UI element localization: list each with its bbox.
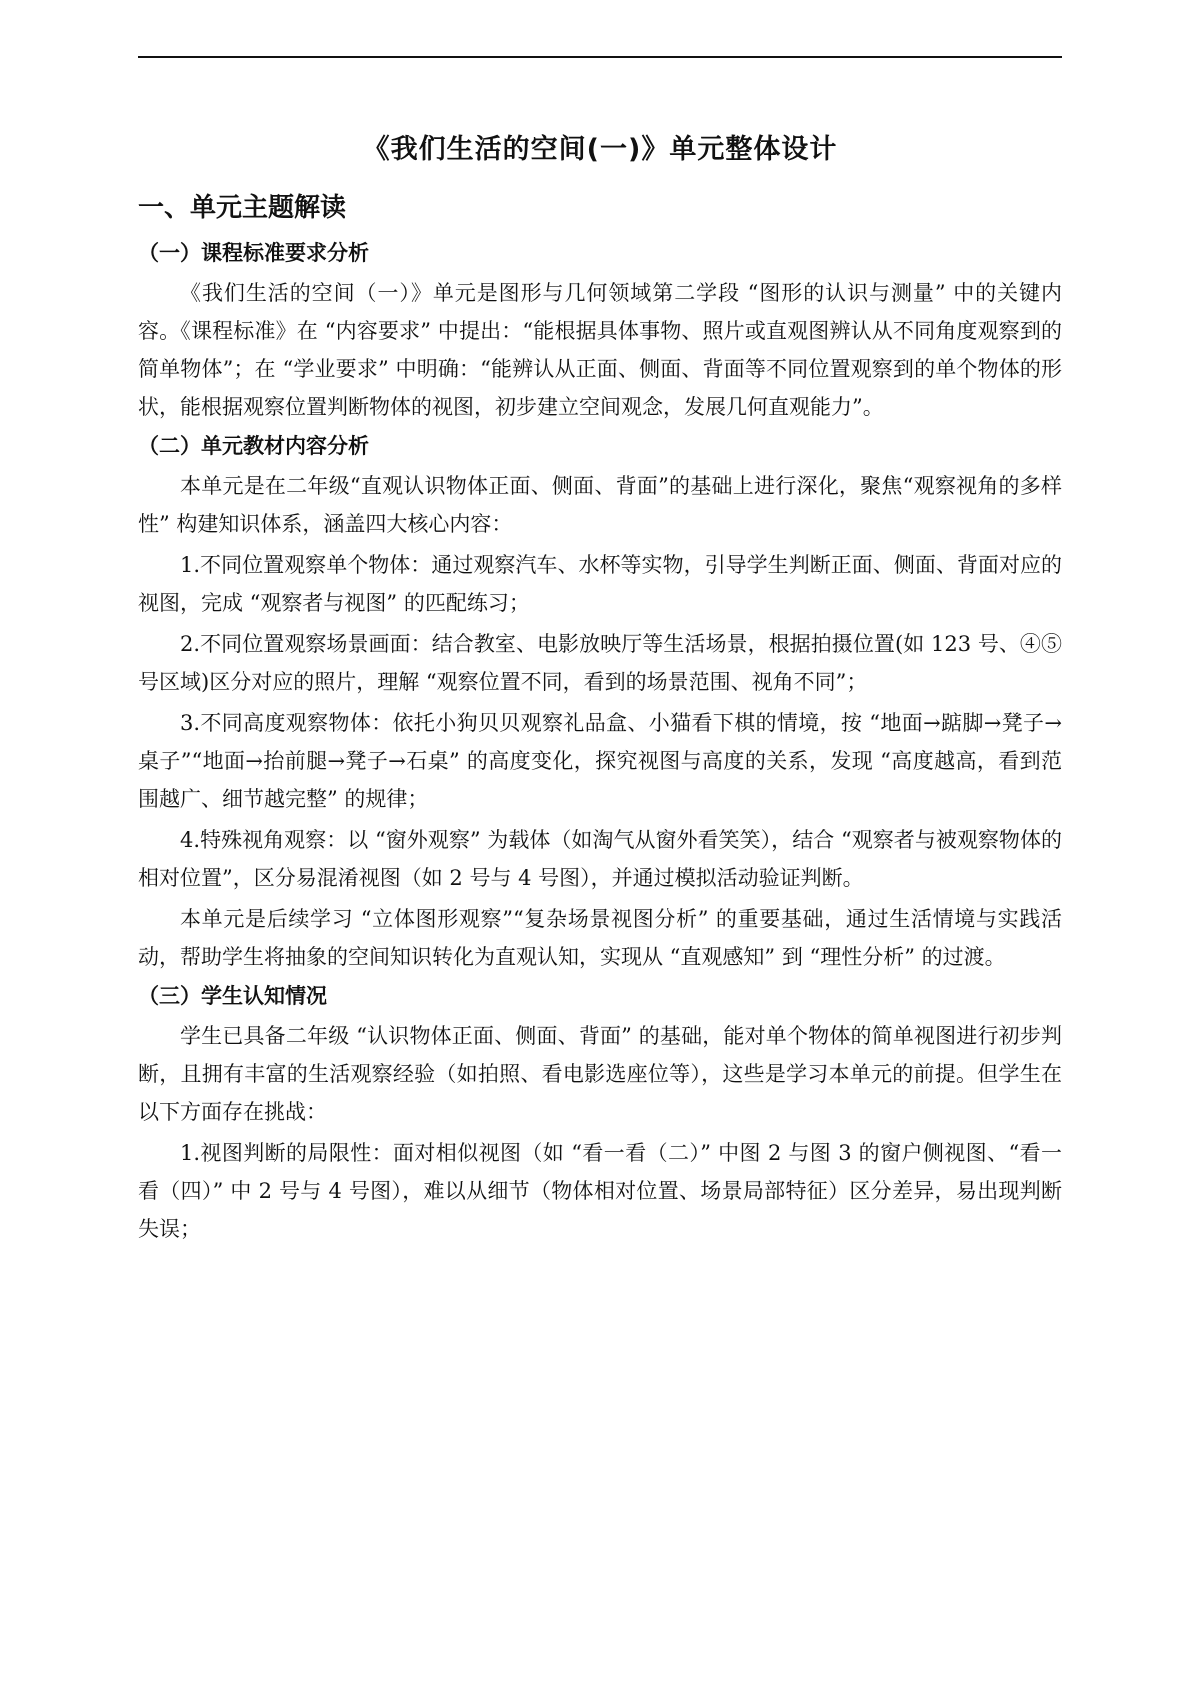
list-paragraph: 1.视图判断的局限性：面对相似视图（如 “看一看（二）” 中图 2 与图 3 的窗户侧视图、“看一看（四）” 中 2 号与 4 号图），难以从细节（物体相对位置、场景局部特征）区分差异，易出现判断失误； [138,1141,1062,1241]
paragraph: 本单元是后续学习 “立体图形观察”“复杂场景视图分析” 的重要基础，通过生活情境与实践活动，帮助学生将抽象的空间知识转化为直观认知，实现从 “直观感知” 到 “理性分析” 的过渡。 [138,907,1062,969]
paragraph: 学生已具备二年级 “认识物体正面、侧面、背面” 的基础，能对单个物体的简单视图进行初步判断，且拥有丰富的生活观察经验（如拍照、看电影选座位等），这些是学习本单元的前提。但学生在以下方面存在挑战： [138,1024,1062,1124]
list-paragraph: 3.不同高度观察物体：依托小狗贝贝观察礼品盒、小猫看下棋的情境，按 “地面→踮脚→凳子→桌子”“地面→抬前腿→凳子→石桌” 的高度变化，探究视图与高度的关系，发现 “高度越高，看到范围越广、细节越完整” 的规律； [138,711,1062,811]
document-title: 《我们生活的空间(一)》单元整体设计 [362,134,838,165]
list-paragraph: 4.特殊视角观察：以 “窗外观察” 为载体（如淘气从窗外看笑笑），结合 “观察者与被观察物体的相对位置”，区分易混淆视图（如 2 号与 4 号图），并通过模拟活动验证判断。 [138,828,1062,890]
list-paragraph: 2.不同位置观察场景画面：结合教室、电影放映厅等生活场景，根据拍摄位置(如 123 号、④⑤号区域)区分对应的照片，理解 “观察位置不同，看到的场景范围、视角不同”； [138,632,1062,694]
subsection-heading-content-analysis: （二）单元教材内容分析 [138,434,369,458]
list-paragraph: 1.不同位置观察单个物体：通过观察汽车、水杯等实物，引导学生判断正面、侧面、背面对应的视图，完成 “观察者与视图” 的匹配练习； [138,553,1062,615]
paragraph: 《我们生活的空间（一）》单元是图形与几何领域第二学段 “图形的认识与测量” 中的关键内容。《课程标准》在 “内容要求” 中提出：“能根据具体事物、照片或直观图辨认从不同角度观察到的简单物体”；在 “学业要求” 中明确：“能辨认从正面、侧面、背面等不同位置观察到的单个物体的形状，能根据观察位置判断物体的视图，初步建立空间观念，发展几何直观能力”。 [138,281,1062,419]
section-heading-unit-theme: 一、单元主题解读 [138,193,347,223]
paragraph: 本单元是在二年级“直观认识物体正面、侧面、背面”的基础上进行深化，聚焦“观察视角的多样性” 构建知识体系，涵盖四大核心内容： [138,474,1062,536]
subsection-heading-curriculum: （一）课程标准要求分析 [138,241,369,265]
document-body [138,118,1062,1251]
header-rule [138,56,1062,58]
subsection-heading-student-cognition: （三）学生认知情况 [138,984,327,1008]
